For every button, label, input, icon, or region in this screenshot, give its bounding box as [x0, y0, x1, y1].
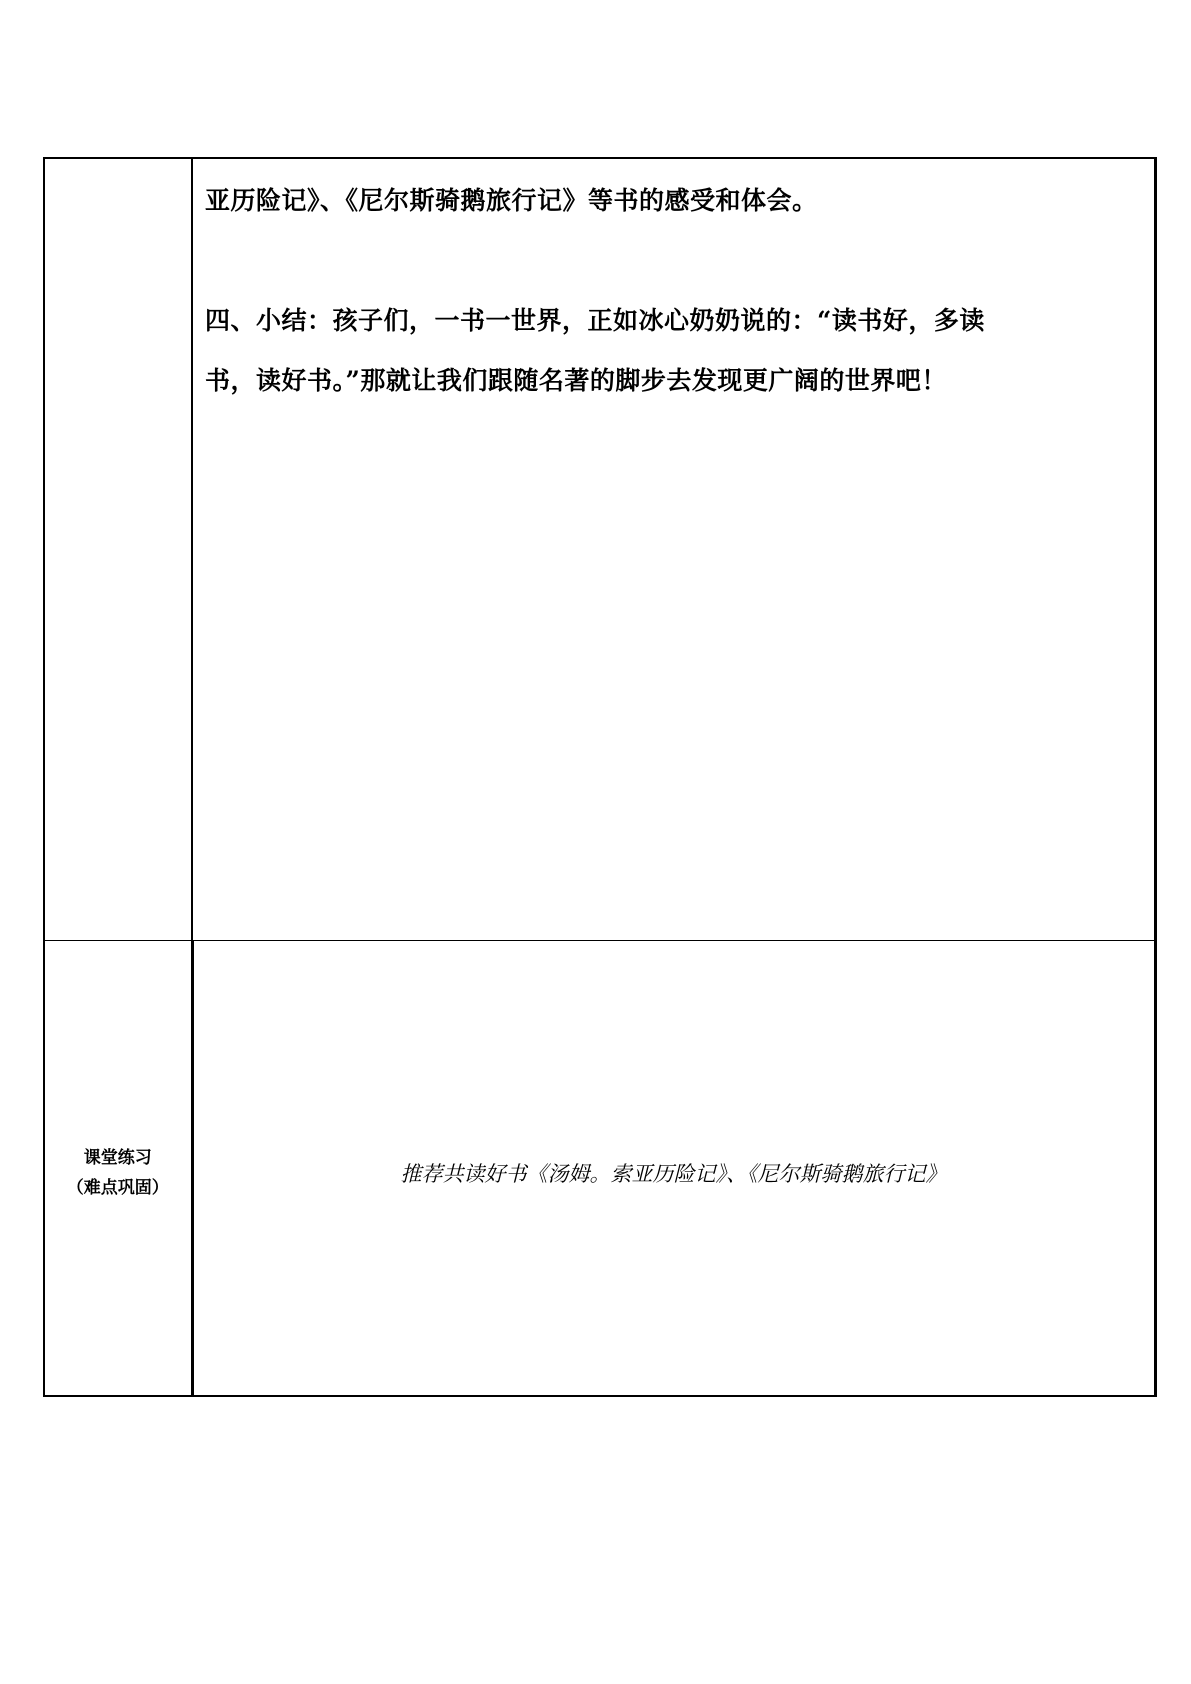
lesson-plan-table — [43, 157, 1157, 1397]
summary-line-1: 四、小结：孩子们，一书一世界，正如冰心奶奶说的：“读书好，多读 — [205, 306, 985, 335]
practice-content-cell — [192, 941, 1155, 1397]
activity-content-cell — [192, 158, 1155, 941]
practice-label-subtitle: （难点巩固） — [66, 1178, 169, 1198]
book-recommendation: 推荐共读好书《汤姆。索亚历险记》、《尼尔斯骑鹅旅行记》 — [400, 1162, 947, 1186]
empty-label-cell — [44, 158, 192, 941]
practice-label-title: 课堂练习 — [83, 1148, 152, 1168]
summary-line-2: 书，读好书。”那就让我们跟随名著的脚步去发现更广阔的世界吧！ — [205, 366, 947, 395]
activity-text-block — [193, 159, 1154, 411]
table-row-activities — [44, 158, 1155, 941]
reading-reflection-line: 亚历险记》、《尼尔斯骑鹅旅行记》等书的感受和体会。 — [205, 186, 818, 215]
table-row-practice — [44, 941, 1155, 1397]
practice-label-cell — [44, 941, 192, 1397]
practice-label — [45, 1143, 191, 1203]
paragraph-spacer — [205, 231, 1144, 291]
